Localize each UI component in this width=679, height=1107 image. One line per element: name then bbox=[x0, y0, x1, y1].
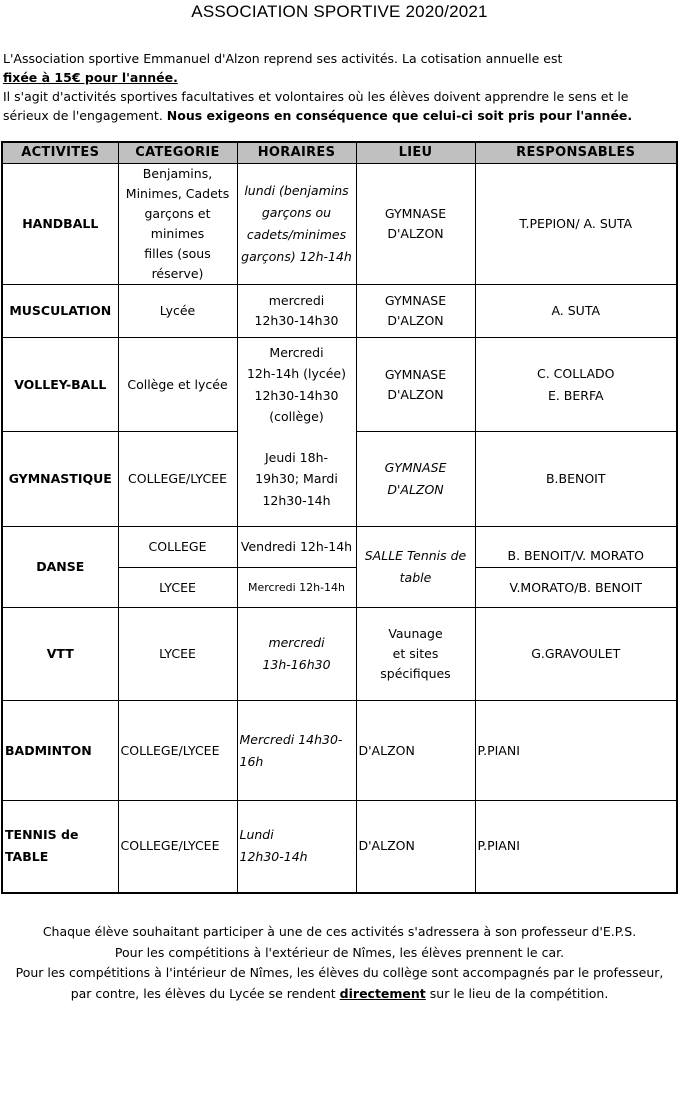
activity-gym: GYMNASTIQUE bbox=[2, 432, 118, 527]
activity-line: TENNIS de bbox=[5, 827, 79, 843]
place-line: GYMNASE bbox=[384, 293, 447, 308]
category-line: Benjamins, bbox=[142, 166, 213, 181]
category-danse-lycee: LYCEE bbox=[118, 568, 237, 608]
hours-volley bbox=[237, 338, 356, 432]
hours-line: cadets/minimes bbox=[246, 227, 347, 242]
intro-line-4-text: sérieux de l'engagement. bbox=[3, 108, 167, 123]
header-activites: ACTIVITES bbox=[2, 142, 118, 164]
hours-line: Mercredi 14h30- bbox=[239, 731, 343, 747]
place-line: et sites bbox=[392, 646, 439, 661]
category-danse-college: COLLEGE bbox=[118, 527, 237, 568]
place-line: table bbox=[399, 570, 432, 585]
place-line: D'ALZON bbox=[387, 313, 444, 328]
footer-line-1: Chaque élève souhaitant participer à une de ces activités s'adressera à son professeur d'E.P.S. bbox=[42, 924, 637, 939]
hours-danse-college: Vendredi 12h-14h bbox=[237, 527, 356, 568]
page-title: ASSOCIATION SPORTIVE 2020/2021 bbox=[191, 2, 488, 21]
place-handball bbox=[356, 164, 475, 285]
footer-line-2: Pour les compétitions à l'extérieur de Nîmes, les élèves prennent le car. bbox=[114, 944, 565, 960]
category-line: réserve) bbox=[151, 266, 204, 281]
resp-musculation: A. SUTA bbox=[475, 285, 677, 338]
activity-line: TABLE bbox=[5, 849, 49, 865]
table-row bbox=[2, 164, 677, 285]
activity-volley: VOLLEY-BALL bbox=[2, 338, 118, 432]
hours-line: garçons) 12h-14h bbox=[241, 249, 352, 264]
category-vtt: LYCEE bbox=[118, 608, 237, 701]
hours-danse-lycee: Mercredi 12h-14h bbox=[237, 568, 356, 608]
footer-emphasis: directement bbox=[339, 985, 426, 1001]
activity-danse: DANSE bbox=[2, 527, 118, 608]
hours-tennis bbox=[237, 801, 356, 893]
place-line: D'ALZON bbox=[387, 482, 444, 497]
table-row bbox=[2, 527, 677, 568]
table-header-row bbox=[2, 142, 677, 164]
hours-line: Mercredi bbox=[269, 344, 324, 360]
header-horaires: HORAIRES bbox=[237, 142, 356, 164]
place-line: spécifiques bbox=[380, 666, 451, 681]
hours-line: 16h bbox=[239, 753, 264, 769]
activity-vtt: VTT bbox=[2, 608, 118, 701]
resp-danse-college: B. BENOIT/V. MORATO bbox=[475, 527, 677, 568]
place-line: GYMNASE bbox=[384, 206, 447, 221]
category-musculation: Lycée bbox=[118, 285, 237, 338]
intro-fee: fixée à 15€ pour l'année. bbox=[3, 70, 178, 85]
hours-line: 12h30-14h bbox=[239, 849, 308, 865]
hours-line: lundi (benjamins bbox=[244, 183, 349, 198]
category-volley: Collège et lycée bbox=[118, 338, 237, 432]
table-row bbox=[2, 285, 677, 338]
place-danse bbox=[356, 527, 475, 608]
place-volley bbox=[356, 338, 475, 432]
hours-line: Jeudi 18h- bbox=[264, 449, 329, 465]
category-line: filles (sous bbox=[144, 246, 211, 261]
place-line: Vaunage bbox=[388, 626, 443, 641]
resp-volley bbox=[475, 338, 677, 432]
hours-line: 12h30-14h30 bbox=[254, 387, 339, 403]
schedule-table bbox=[1, 141, 678, 894]
resp-handball: T.PEPION/ A. SUTA bbox=[475, 164, 677, 285]
hours-line: mercredi bbox=[268, 293, 325, 308]
header-categorie: CATEGORIE bbox=[118, 142, 237, 164]
intro-line-3: Il s'agit d'activités sportives facultatives et volontaires où les élèves doivent apprendre le sens et le bbox=[3, 89, 629, 104]
footer-notes bbox=[0, 922, 679, 1004]
table-row bbox=[2, 701, 677, 801]
header-responsables: RESPONSABLES bbox=[475, 142, 677, 164]
table-row bbox=[2, 608, 677, 701]
footer-line-4-end: sur le lieu de la compétition. bbox=[425, 985, 609, 1001]
intro-commitment: Nous exigeons en conséquence que celui-ci soit pris pour l'année. bbox=[166, 108, 633, 123]
hours-handball bbox=[237, 164, 356, 285]
category-handball bbox=[118, 164, 237, 285]
hours-line: (collège) bbox=[269, 409, 324, 425]
header-lieu: LIEU bbox=[356, 142, 475, 164]
intro-paragraph bbox=[3, 49, 673, 125]
place-line: GYMNASE bbox=[384, 460, 447, 475]
hours-line: garçons ou bbox=[261, 205, 332, 220]
activity-badminton: BADMINTON bbox=[2, 701, 118, 801]
resp-line: E. BERFA bbox=[547, 387, 604, 403]
place-vtt bbox=[356, 608, 475, 701]
category-line: Minimes, Cadets bbox=[125, 186, 230, 201]
hours-line: 12h30-14h30 bbox=[254, 313, 339, 328]
resp-gym: B.BENOIT bbox=[475, 432, 677, 527]
place-line: GYMNASE bbox=[384, 366, 447, 382]
footer-line-3: Pour les compétitions à l'intérieur de Nîmes, les élèves du collège sont accompagnés par le professeur, bbox=[15, 965, 664, 980]
intro-line-4 bbox=[3, 106, 673, 125]
category-badminton: COLLEGE/LYCEE bbox=[118, 701, 237, 801]
hours-line: 12h30-14h bbox=[262, 492, 331, 508]
place-badminton: D'ALZON bbox=[356, 701, 475, 801]
resp-danse-lycee: V.MORATO/B. BENOIT bbox=[475, 568, 677, 608]
hours-line: 13h-16h30 bbox=[262, 657, 331, 672]
table-row bbox=[2, 801, 677, 893]
hours-vtt bbox=[237, 608, 356, 701]
hours-line: 19h30; Mardi bbox=[255, 471, 338, 486]
hours-line: 12h-14h (lycée) bbox=[246, 366, 347, 382]
resp-tennis: P.PIANI bbox=[475, 801, 677, 893]
resp-vtt: G.GRAVOULET bbox=[475, 608, 677, 701]
resp-line: C. COLLADO bbox=[537, 365, 615, 381]
place-tennis: D'ALZON bbox=[356, 801, 475, 893]
hours-gym bbox=[237, 432, 356, 527]
place-gym bbox=[356, 432, 475, 527]
table-row bbox=[2, 338, 677, 432]
category-gym: COLLEGE/LYCEE bbox=[118, 432, 237, 527]
place-line: D'ALZON bbox=[387, 226, 444, 241]
category-tennis: COLLEGE/LYCEE bbox=[118, 801, 237, 893]
table-row bbox=[2, 432, 677, 527]
footer-line-4-start: par contre, les élèves du Lycée se rendent bbox=[70, 985, 340, 1001]
activity-tennis bbox=[2, 801, 118, 893]
place-musculation bbox=[356, 285, 475, 338]
category-line: garçons et minimes bbox=[144, 206, 211, 241]
resp-badminton: P.PIANI bbox=[475, 701, 677, 801]
footer-line-4 bbox=[0, 984, 679, 1005]
hours-musculation bbox=[237, 285, 356, 338]
hours-line: mercredi bbox=[268, 635, 325, 650]
intro-line-1: L'Association sportive Emmanuel d'Alzon reprend ses activités. La cotisation annuelle est bbox=[3, 51, 563, 66]
hours-line: Lundi bbox=[239, 827, 274, 843]
place-line: SALLE Tennis de bbox=[364, 548, 467, 563]
activity-handball: HANDBALL bbox=[2, 164, 118, 285]
hours-badminton bbox=[237, 701, 356, 801]
place-line: D'ALZON bbox=[387, 386, 444, 402]
activity-musculation: MUSCULATION bbox=[2, 285, 118, 338]
